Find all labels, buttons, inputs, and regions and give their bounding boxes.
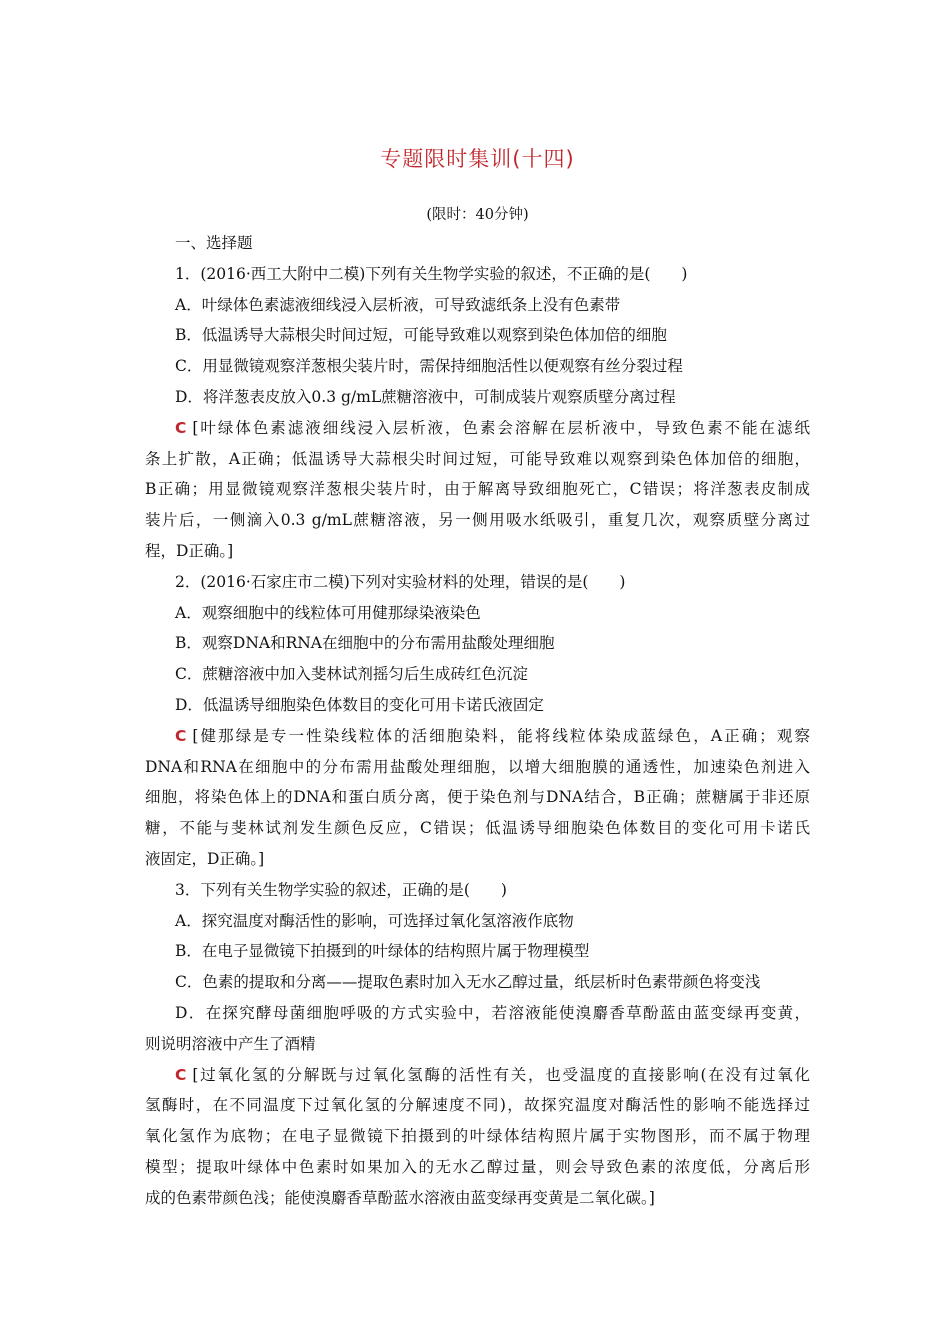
option-a: A．叶绿体色素滤液细线浸入层析液，可导致滤纸条上没有色素带 — [175, 295, 621, 314]
option-d: D．低温诱导细胞染色体数目的变化可用卡诺氏液固定 — [175, 695, 544, 714]
page-title: 专题限时集训(十四) — [380, 147, 575, 171]
explanation-line: 模型；提取叶绿体中色素时如果加入的无水乙醇过量，则会导致色素的浓度低，分离后形 — [145, 1157, 810, 1176]
option-c: C．色素的提取和分离——提取色素时加入无水乙醇过量，纸层析时色素带颜色将变浅 — [175, 973, 761, 992]
explanation-line: 装片后，一侧滴入0.3 g/mL蔗糖溶液，另一侧用吸水纸吸引，重复几次，观察质壁分离过 — [145, 511, 810, 530]
time-limit: (限时：40分钟) — [426, 207, 529, 223]
option-b: B．低温诱导大蒜根尖时间过短，可能导致难以观察到染色体加倍的细胞 — [175, 326, 667, 345]
answer-letter: C — [175, 1065, 187, 1084]
explanation-line: 氢酶时，在不同温度下过氧化氢的分解速度不同)，故探究温度对酶活性的影响不能选择过 — [145, 1096, 810, 1115]
option-c: C．蔗糖溶液中加入斐林试剂摇匀后生成砖红色沉淀 — [175, 665, 528, 684]
explanation-line: 条上扩散，A正确；低温诱导大蒜根尖时间过短，可能导致难以观察到染色体加倍的细胞， — [145, 449, 810, 468]
answer-letter: C — [175, 418, 187, 437]
question-1 — [145, 259, 810, 567]
explanation-line: B正确；用显微镜观察洋葱根尖装片时，由于解离导致细胞死亡，C错误；将洋葱表皮制成 — [145, 480, 810, 499]
option-d: D．在探究酵母菌细胞呼吸的方式实验中，若溶液能使溴麝香草酚蓝由蓝变绿再变黄， — [175, 1003, 810, 1022]
explanation-line: 液固定，D正确。] — [145, 849, 265, 868]
document-body — [145, 228, 810, 1214]
explanation-line — [145, 721, 810, 752]
explanation-text: [叶绿体色素滤液细线浸入层析液，色素会溶解在层析液中，导致色素不能在滤纸 — [192, 418, 810, 437]
section-heading: 一、选择题 — [175, 234, 253, 252]
option-c: C．用显微镜观察洋葱根尖装片时，需保持细胞活性以便观察有丝分裂过程 — [175, 357, 683, 376]
explanation-text: [健那绿是专一性染线粒体的活细胞染料，能将线粒体染成蓝绿色，A正确；观察 — [192, 726, 810, 745]
explanation-line — [145, 1060, 810, 1091]
option-a: A．探究温度对酶活性的影响，可选择过氧化氢溶液作底物 — [175, 911, 574, 930]
answer-letter: C — [175, 726, 187, 745]
explanation-line: 细胞，将染色体上的DNA和蛋白质分离，便于染色剂与DNA结合，B正确；蔗糖属于非还原 — [145, 788, 810, 807]
explanation-line: 糖，不能与斐林试剂发生颜色反应，C错误；低温诱导细胞染色体数目的变化可用卡诺氏 — [145, 819, 810, 838]
option-a: A．观察细胞中的线粒体可用健那绿染液染色 — [175, 603, 481, 622]
question-stem: 1．(2016·西工大附中二模)下列有关生物学实验的叙述，不正确的是( ) — [175, 264, 688, 283]
question-2 — [145, 567, 810, 875]
question-3 — [145, 875, 810, 1214]
question-stem: 3．下列有关生物学实验的叙述，正确的是( ) — [175, 880, 507, 899]
explanation-line: 氧化氢作为底物；在电子显微镜下拍摄到的叶绿体结构照片属于实物图形，而不属于物理 — [145, 1127, 810, 1146]
option-d-continued: 则说明溶液中产生了酒精 — [145, 1034, 316, 1053]
explanation-line — [145, 413, 810, 444]
question-stem: 2．(2016·石家庄市二模)下列对实验材料的处理，错误的是( ) — [175, 572, 626, 591]
explanation-line: 成的色素带颜色浅；能使溴麝香草酚蓝水溶液由蓝变绿再变黄是二氧化碳。] — [145, 1188, 655, 1207]
explanation-text: [过氧化氢的分解既与过氧化氢酶的活性有关，也受温度的直接影响(在没有过氧化 — [192, 1065, 810, 1084]
option-b: B．观察DNA和RNA在细胞中的分布需用盐酸处理细胞 — [175, 634, 555, 653]
option-d: D．将洋葱表皮放入0.3 g/mL蔗糖溶液中，可制成装片观察质壁分离过程 — [175, 387, 676, 406]
explanation-line: 程，D正确。] — [145, 541, 234, 560]
option-b: B．在电子显微镜下拍摄到的叶绿体的结构照片属于物理模型 — [175, 942, 590, 961]
explanation-line: DNA和RNA在细胞中的分布需用盐酸处理细胞，以增大细胞膜的通透性，加速染色剂进入 — [145, 757, 810, 776]
